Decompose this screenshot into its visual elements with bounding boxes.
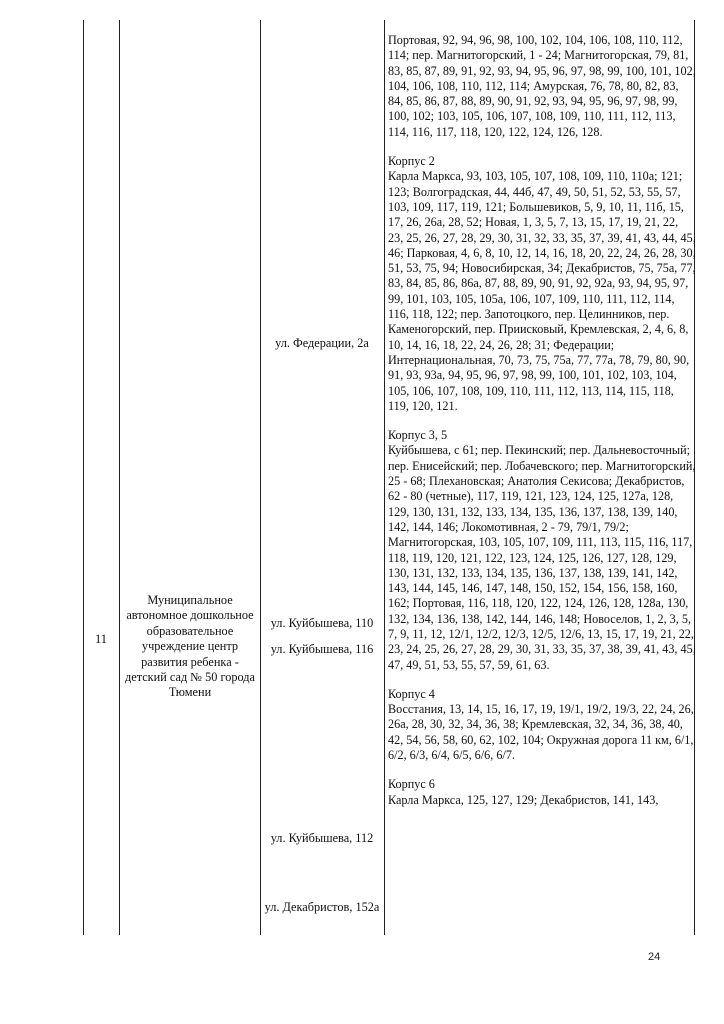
table xyxy=(83,20,695,935)
section-main xyxy=(388,33,696,140)
row-number: 11 xyxy=(94,632,108,646)
section-korpus-3-5 xyxy=(388,428,696,673)
address-kuyb-116: ул. Куйбышева, 116 xyxy=(270,642,374,656)
section-korpus-6 xyxy=(388,777,696,808)
address-dek-152a: ул. Декабристов, 152а xyxy=(264,900,380,914)
column-divider xyxy=(260,20,261,935)
section-text: Карла Маркса, 93, 103, 105, 107, 108, 109, 110, 110а; 121; 123; Волгоградская, 44, 44б, 47, 49, 50, 51, 52, 53, 55, 57, 103, 109, 117, 119, 121; Большевиков, 5, 9, 10, 11, 11б, 15, 17, 26, 26а, 28, 52; Новая, 1, 3, 5, 7, 13, 15, 17, 19, 21, 22, 23, 25, 26, 27, 28, 29, 30, 31, 32, 33, 35, 37, 39, 41, 43, 44, 45, 46; Парковая, 4, 6, 8, 10, 12, 14, 16, 18, 20, 22, 24, 26, 28, 30, 51, 53, 75, 94; Новосибирская, 34; Декабристов, 75, 75а, 77, 83, 84, 85, 86, 86а, 87, 88, 89, 90, 91, 92, 92а, 93, 94, 95, 97, 99, 101, 103, 105, 105а, 106, 107, 109, 110, 111, 112, 114, 116, 118, 122; пер. Запотоцкого, пер. Целинников, пер. Каменогорский, пер. Приисковый, Кремлевская, 2, 4, 6, 8, 10, 14, 16, 18, 22, 24, 26, 28; 31; Федерации; Интернациональная, 70, 73, 75, 75а, 77, 77а, 78, 79, 80, 90, 91, 93, 93а, 94, 95, 96, 97, 98, 99, 100, 101, 102, 103, 104, 105, 106, 107, 108, 109, 110, 111, 112, 113, 114, 115, 118, 119, 120, 121. xyxy=(388,169,696,413)
section-title: Корпус 2 xyxy=(388,154,435,169)
address-fed-2a: ул. Федерации, 2а xyxy=(275,336,369,350)
section-text: Карла Маркса, 125, 127, 129; Декабристов, 141, 143, xyxy=(388,792,659,807)
section-title: Корпус 3, 5 xyxy=(388,428,448,443)
section-title: Корпус 4 xyxy=(388,686,435,701)
district-list xyxy=(388,33,696,822)
section-title: Корпус 6 xyxy=(388,777,435,792)
address-kuyb-112: ул. Куйбышева, 112 xyxy=(270,831,374,845)
column-divider xyxy=(384,20,385,935)
organization-name: Муниципальное автономное дошкольное образовательное учреждение центр развития ребенка - детский сад № 50 города Тюмени xyxy=(124,593,256,700)
section-text: Восстания, 13, 14, 15, 16, 17, 19, 19/1, 19/2, 19/3, 22, 24, 26, 26а, 28, 30, 32, 34, 36, 38; Кремлевская, 32, 34, 36, 38, 40, 42, 54, 56, 58, 60, 62, 102, 104; Окружная дорога 11 км, 6/1, 6/2, 6/3, 6/4, 6/5, 6/6, 6/7. xyxy=(388,702,694,763)
address-kuyb-110: ул. Куйбышева, 110 xyxy=(270,616,374,630)
section-text: Куйбышева, с 61; пер. Пекинский; пер. Дальневосточный; пер. Енисейский; пер. Лобачевского; пер. Магнитогорский, 25 - 68; Плехановская; Анатолия Секисова; Декабристов, 62 - 80 (четные), 117, 119, 121, 123, 124, 125, 127а, 128, 129, 130, 131, 132, 133, 134, 135, 136, 137, 138, 139, 140, 142, 144, 146; Локомотивная, 2 - 79, 79/1, 79/2; Магнитогорская, 103, 105, 107, 109, 111, 113, 115, 116, 117, 118, 119, 120, 121, 122, 123, 124, 125, 126, 127, 128, 129, 130, 131, 132, 133, 134, 135, 136, 137, 138, 139, 141, 142, 143, 144, 145, 146, 147, 148, 150, 152, 154, 156, 158, 160, 162; Портовая, 116, 118, 120, 122, 124, 126, 128, 128а, 130, 132, 134, 136, 138, 142, 144, 146, 148; Новоселов, 1, 2, 3, 5, 7, 9, 11, 12, 12/1, 12/2, 12/3, 12/5, 12/6, 13, 15, 17, 19, 21, 22, 23, 24, 25, 26, 27, 28, 29, 30, 31, 33, 35, 37, 38, 39, 41, 43, 45, 47, 49, 51, 53, 55, 57, 59, 61, 63. xyxy=(388,443,696,672)
page-number: 24 xyxy=(648,951,661,963)
section-korpus-2 xyxy=(388,154,696,414)
column-divider xyxy=(119,20,120,935)
section-text: Портовая, 92, 94, 96, 98, 100, 102, 104, 106, 108, 110, 112, 114; пер. Магнитогорский, 1 - 24; Магнитогорская, 79, 81, 83, 85, 87, 89, 91, 92, 93, 94, 95, 96, 97, 98, 99, 100, 101, 102, 104, 106, 108, 110, 112, 114; Амурская, 76, 78, 80, 82, 83, 84, 85, 86, 87, 88, 89, 90, 91, 92, 93, 94, 95, 96, 97, 98, 99, 100, 102; 103, 105, 106, 107, 108, 109, 110, 111, 112, 113, 114, 116, 117, 118, 120, 122, 124, 126, 128. xyxy=(388,33,696,139)
section-korpus-4 xyxy=(388,687,696,763)
